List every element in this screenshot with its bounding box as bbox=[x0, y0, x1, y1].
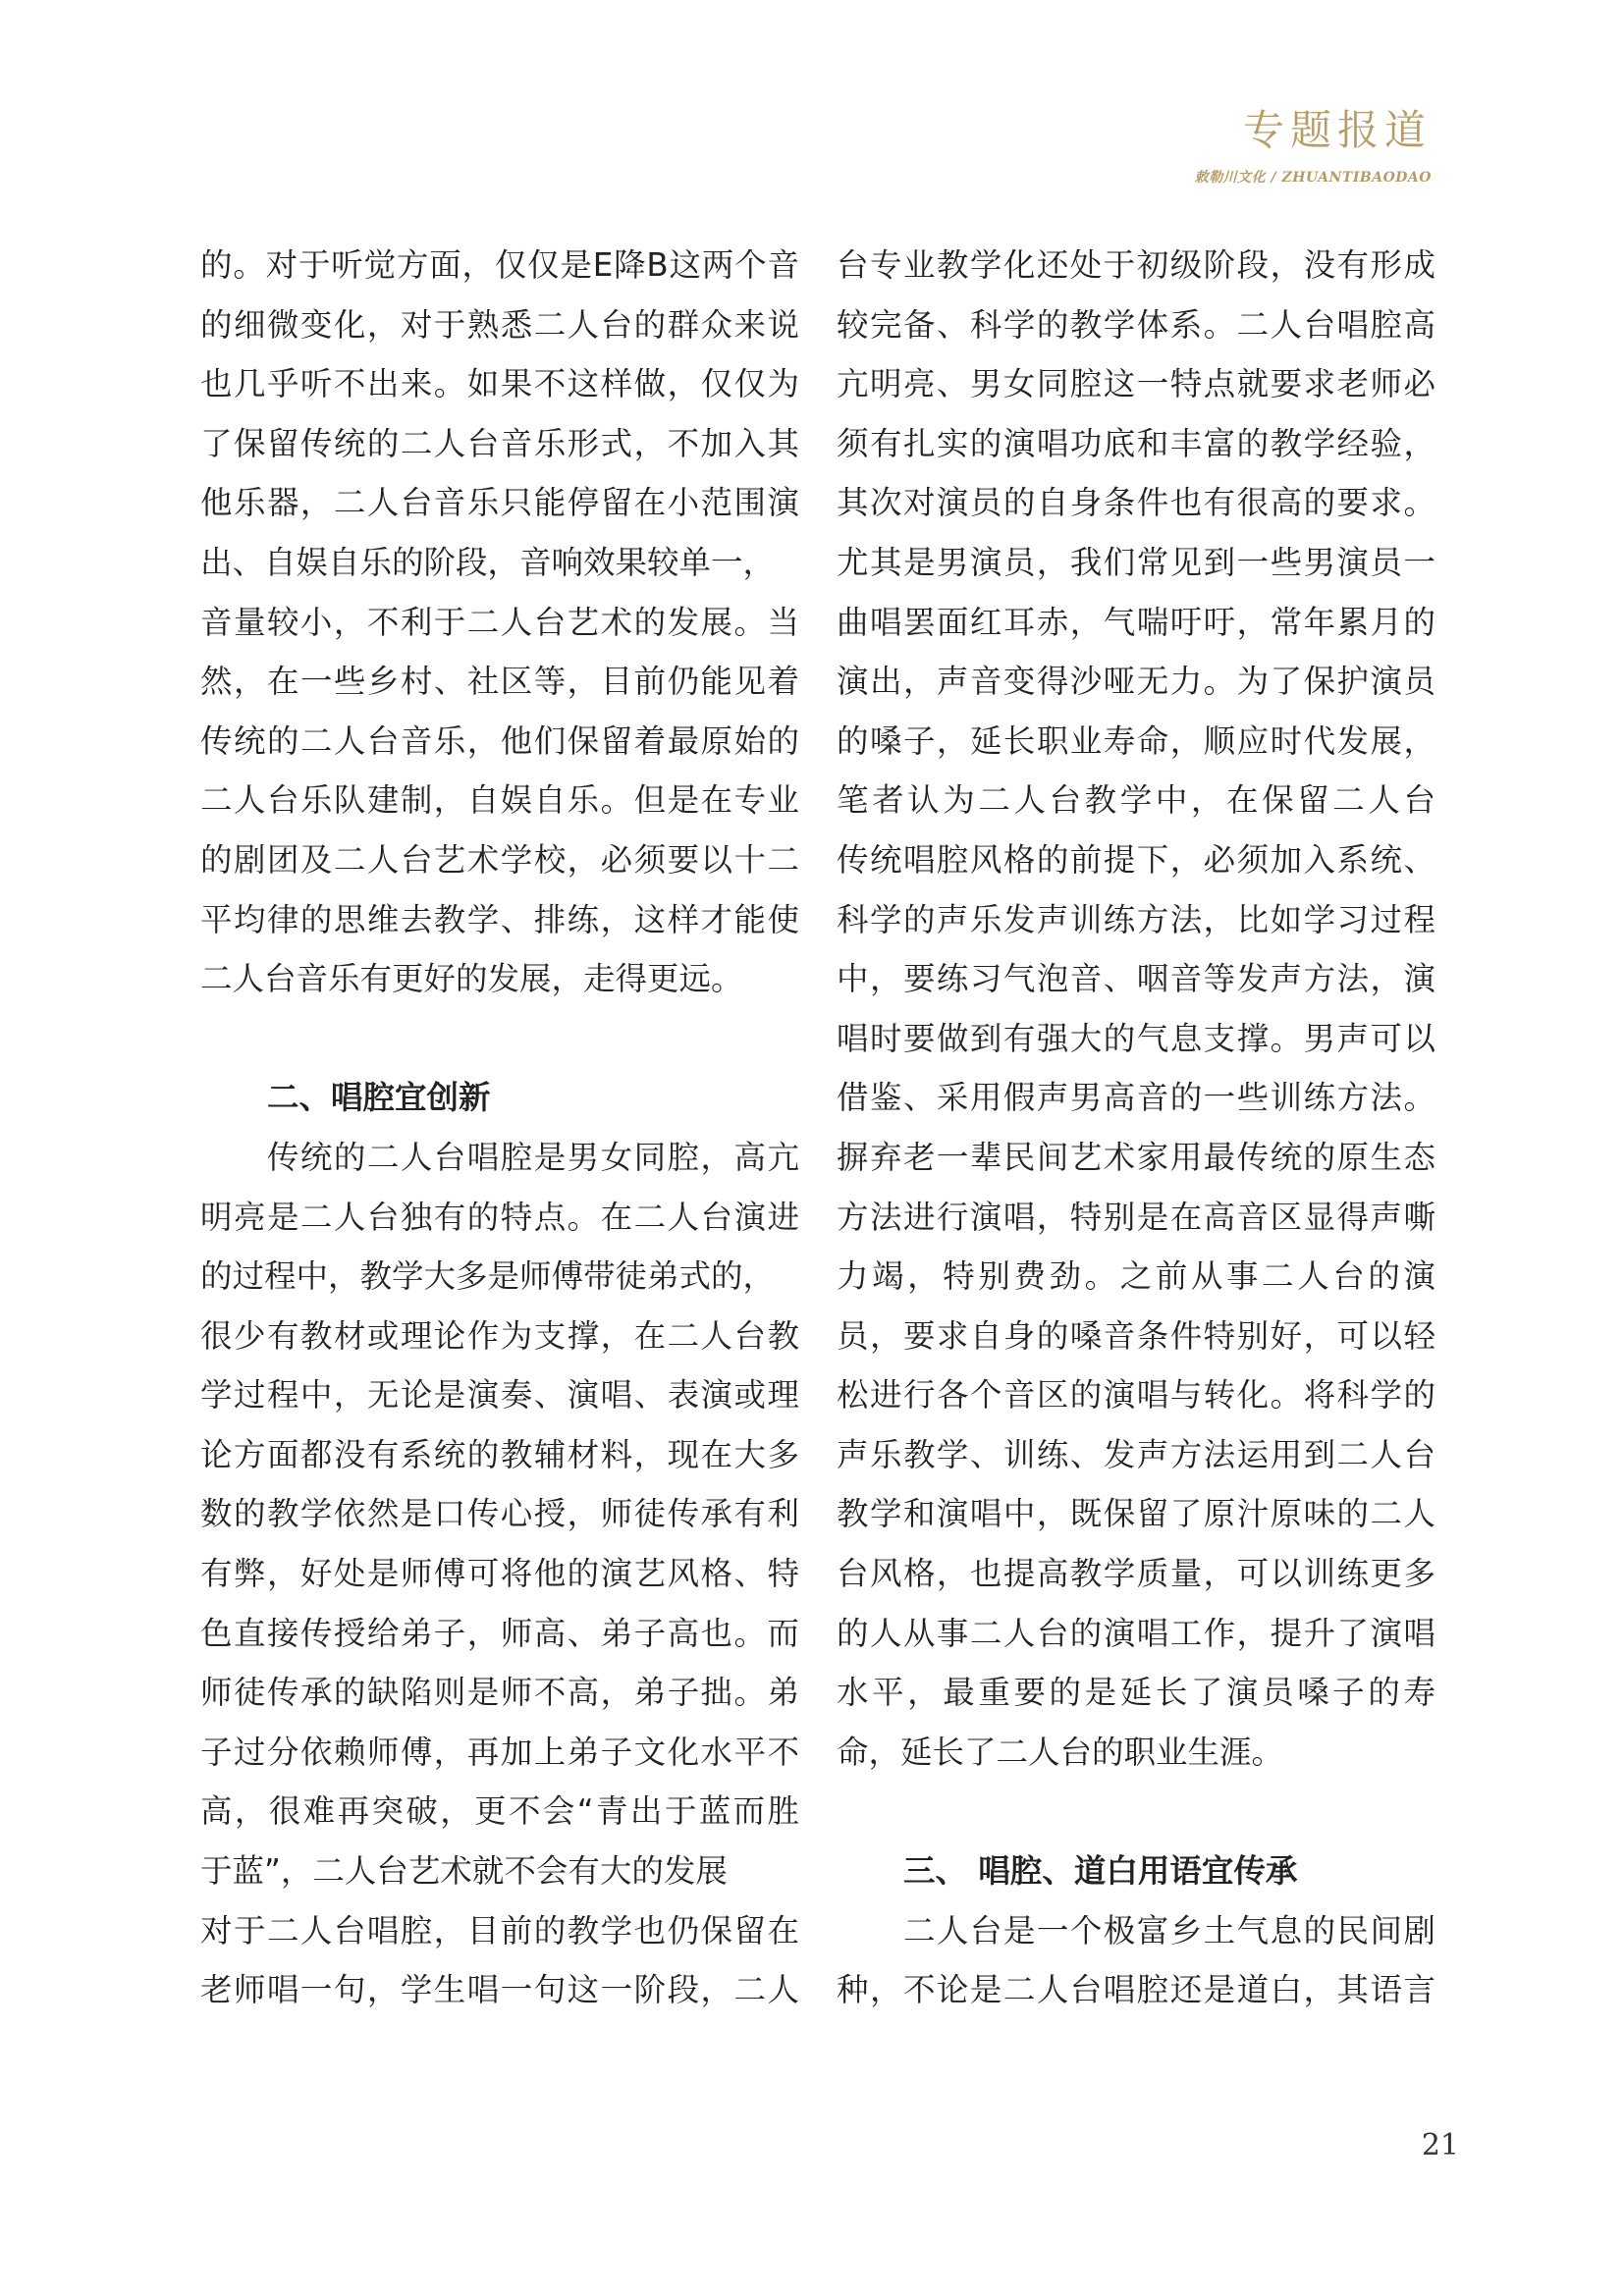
text-line: 的过程中，教学大多是师傅带徒弟式的， bbox=[200, 1257, 776, 1296]
text-line: 水平，最重要的是延长了演员嗓子的寿 bbox=[837, 1674, 1435, 1712]
section-heading-2: 二、唱腔宜创新 bbox=[267, 1079, 491, 1117]
left-paragraph-1 bbox=[200, 236, 799, 1009]
text-line: 音量较小，不利于二人台艺术的发展。当 bbox=[200, 603, 799, 641]
text-line: 对于二人台唱腔，目前的教学也仍保留在 bbox=[200, 1911, 799, 1949]
text-line: 子过分依赖师傅，再加上弟子文化水平不 bbox=[200, 1733, 799, 1771]
text-line: 的人从事二人台的演唱工作，提升了演唱 bbox=[837, 1614, 1435, 1652]
text-line: 师徒传承的缺陷则是师不高，弟子拙。弟 bbox=[200, 1674, 799, 1712]
text-line: 于蓝”，二人台艺术就不会有大的发展 bbox=[200, 1852, 728, 1891]
text-line: 命，延长了二人台的职业生涯。 bbox=[837, 1733, 1284, 1771]
text-line: 然，在一些乡村、社区等，目前仍能见着 bbox=[200, 663, 799, 701]
paragraph-gap bbox=[837, 1782, 1435, 1842]
text-line: 的嗓子，延长职业寿命，顺应时代发展， bbox=[837, 721, 1435, 760]
text-line: 传统的二人台音乐，他们保留着最原始的 bbox=[200, 721, 799, 760]
text-line: 唱时要做到有强大的气息支撑。男声可以 bbox=[837, 1019, 1435, 1057]
text-line: 台风格，也提高教学质量，可以训练更多 bbox=[837, 1555, 1435, 1593]
text-line: 了保留传统的二人台音乐形式，不加入其 bbox=[200, 424, 799, 462]
text-line: 也几乎听不出来。如果不这样做，仅仅为 bbox=[200, 365, 799, 403]
text-line: 二人台乐队建制，自娱自乐。但是在专业 bbox=[200, 781, 799, 820]
text-line: 高，很难再突破，更不会“青出于蓝而胜 bbox=[200, 1792, 799, 1831]
text-line: 笔者认为二人台教学中，在保留二人台 bbox=[837, 781, 1435, 820]
text-line: 其次对演员的自身条件也有很高的要求。 bbox=[837, 484, 1435, 522]
paragraph-gap bbox=[200, 1009, 799, 1069]
text-line: 二人台音乐有更好的发展，走得更远。 bbox=[200, 960, 743, 998]
text-line: 教学和演唱中，既保留了原汁原味的二人 bbox=[837, 1495, 1435, 1533]
text-line: 很少有教材或理论作为支撑，在二人台教 bbox=[200, 1316, 799, 1355]
text-line: 论方面都没有系统的教辅材料，现在大多 bbox=[200, 1435, 799, 1473]
left-column bbox=[200, 236, 799, 2020]
text-line: 种，不论是二人台唱腔还是道白，其语言 bbox=[837, 1971, 1435, 2009]
text-line: 二人台是一个极富乡土气息的民间剧 bbox=[837, 1911, 1435, 1949]
text-line: 他乐器，二人台音乐只能停留在小范围演 bbox=[200, 484, 799, 522]
text-line: 力竭，特别费劲。之前从事二人台的演 bbox=[837, 1257, 1435, 1296]
text-line: 老师唱一句，学生唱一句这一阶段，二人 bbox=[200, 1971, 799, 2009]
text-line: 员，要求自身的嗓音条件特别好，可以轻 bbox=[837, 1316, 1435, 1355]
running-header bbox=[1194, 106, 1432, 187]
text-line: 台专业教学化还处于初级阶段，没有形成 bbox=[837, 246, 1435, 284]
right-paragraph-2 bbox=[837, 1901, 1435, 2020]
right-paragraph-1 bbox=[837, 236, 1435, 1782]
text-line: 数的教学依然是口传心授，师徒传承有利 bbox=[200, 1495, 799, 1533]
right-column bbox=[837, 236, 1435, 2020]
text-line: 中，要练习气泡音、咽音等发声方法，演 bbox=[837, 960, 1435, 998]
text-line: 明亮是二人台独有的特点。在二人台演进 bbox=[200, 1198, 799, 1236]
text-line: 出、自娱自乐的阶段，音响效果较单一， bbox=[200, 543, 776, 581]
left-paragraph-2 bbox=[200, 1128, 799, 2020]
text-line: 的剧团及二人台艺术学校，必须要以十二 bbox=[200, 840, 799, 879]
text-line: 传统的二人台唱腔是男女同腔，高亢 bbox=[200, 1138, 799, 1176]
page-number: 21 bbox=[1421, 2128, 1459, 2163]
text-line: 声乐教学、训练、发声方法运用到二人台 bbox=[837, 1435, 1435, 1473]
text-line: 须有扎实的演唱功底和丰富的教学经验， bbox=[837, 424, 1435, 462]
text-line: 松进行各个音区的演唱与转化。将科学的 bbox=[837, 1376, 1435, 1415]
text-line: 摒弃老一辈民间艺术家用最传统的原生态 bbox=[837, 1138, 1435, 1176]
text-line: 方法进行演唱，特别是在高音区显得声嘶 bbox=[837, 1198, 1435, 1236]
text-line: 的细微变化，对于熟悉二人台的群众来说 bbox=[200, 305, 799, 344]
text-line: 学过程中，无论是演奏、演唱、表演或理 bbox=[200, 1376, 799, 1415]
text-line: 尤其是男演员，我们常见到一些男演员一 bbox=[837, 543, 1435, 581]
section-subtitle: 敕勒川文化 / ZHUANTIBAODAO bbox=[1194, 170, 1432, 186]
text-line: 的。对于听觉方面，仅仅是E降B这两个音 bbox=[200, 246, 799, 284]
text-line: 演出，声音变得沙哑无力。为了保护演员 bbox=[837, 663, 1435, 701]
text-line: 有弊，好处是师傅可将他的演艺风格、特 bbox=[200, 1555, 799, 1593]
text-line: 传统唱腔风格的前提下，必须加入系统、 bbox=[837, 840, 1435, 879]
text-line: 科学的声乐发声训练方法，比如学习过程 bbox=[837, 900, 1435, 938]
section-title: 专题报道 bbox=[1242, 106, 1432, 154]
text-line: 借鉴、采用假声男高音的一些训练方法。 bbox=[837, 1079, 1435, 1117]
text-line: 较完备、科学的教学体系。二人台唱腔高 bbox=[837, 305, 1435, 344]
text-line: 色直接传授给弟子，师高、弟子高也。而 bbox=[200, 1614, 799, 1652]
text-line: 亢明亮、男女同腔这一特点就要求老师必 bbox=[837, 365, 1435, 403]
text-line: 平均律的思维去教学、排练，这样才能使 bbox=[200, 900, 799, 938]
section-heading-3: 三、 唱腔、道白用语宜传承 bbox=[903, 1852, 1298, 1891]
text-line: 曲唱罢面红耳赤，气喘吁吁，常年累月的 bbox=[837, 603, 1435, 641]
